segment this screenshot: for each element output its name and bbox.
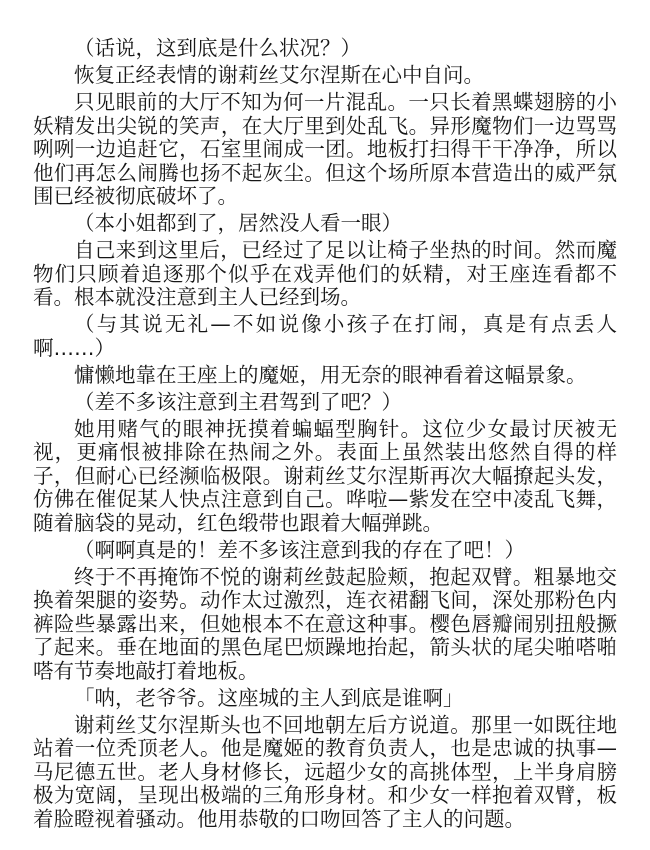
paragraph: （话说，这到底是什么状况？） <box>74 36 361 60</box>
paragraph: （啊啊真是的！差不多该注意到我的存在了吧！） <box>74 537 525 562</box>
paragraph: 只见眼前的大厅不知为何一片混乱。一只长着黑蝶翅膀的小妖精发出尖锐的笑声，在大厅里到处乱飞。异形魔物们一边骂骂咧咧一边追赶它，石室里闹成一团。地板打扫得干干净净，所以他们再怎么闹腾也扬不起灰尘。但这个场所原本营造出的威严氛围已经被彻底破坏了。 <box>33 90 617 208</box>
paragraph: 慵懒地靠在王座上的魔姬，用无奈的眼神看着这幅景象。 <box>74 362 587 387</box>
paragraph: （本小姐都到了，居然没人看一眼） <box>74 211 402 235</box>
paragraph: 自己来到这里后，已经过了足以让椅子坐热的时间。然而魔物们只顾着追逐那个似乎在戏弄他们的妖精，对王座连看都不看。根本就没注意到主人已经到场。 <box>33 238 617 309</box>
paragraph: （差不多该注意到主君驾到了吧？） <box>74 389 402 414</box>
paragraph: （与其说无礼—不如说像小孩子在打闹，真是有点丢人啊……） <box>33 312 617 360</box>
paragraph: 谢莉丝艾尔涅斯头也不回地朝左后方说道。那里一如既往地站着一位秃顶老人。他是魔姬的教育负责人，也是忠诚的执事—马尼德五世。老人身材修长，远超少女的高挑体型，上半身肩膀极为宽阔，呈现出极端的三角形身材。和少女一样抱着双臂，板着脸瞪视着骚动。他用恭敬的口吻回答了主人的问题。 <box>33 712 617 831</box>
paragraph: 她用赌气的眼神抚摸着蝙蝠型胸针。这位少女最讨厌被无视，更痛恨被排除在热闹之外。表面上虽然装出悠然自得的样子，但耐心已经濒临极限。谢莉丝艾尔涅斯再次大幅撩起头发，仿佛在催促某人快点注意到自己。哗啦—紫发在空中凌乱飞舞，随着脑袋的晃动，红色缎带也跟着大幅弹跳。 <box>33 416 617 535</box>
paragraph: 恢复正经表情的谢莉丝艾尔涅斯在心中自问。 <box>74 63 484 87</box>
paragraph: 终于不再掩饰不悦的谢莉丝鼓起脸颊，抱起双臂。粗暴地交换着架腿的姿势。动作太过激烈，连衣裙翻飞间，深处那粉色内裤险些暴露出来，但她根本不在意这种事。樱色唇瓣闹别扭般撅了起来。垂在地面的黑色尾巴烦躁地抬起，箭头状的尾尖啪嗒啪嗒有节奏地敲打着地板。 <box>33 564 617 683</box>
paragraph: 「呐，老爷爷。这座城的主人到底是谁啊」 <box>74 685 464 710</box>
